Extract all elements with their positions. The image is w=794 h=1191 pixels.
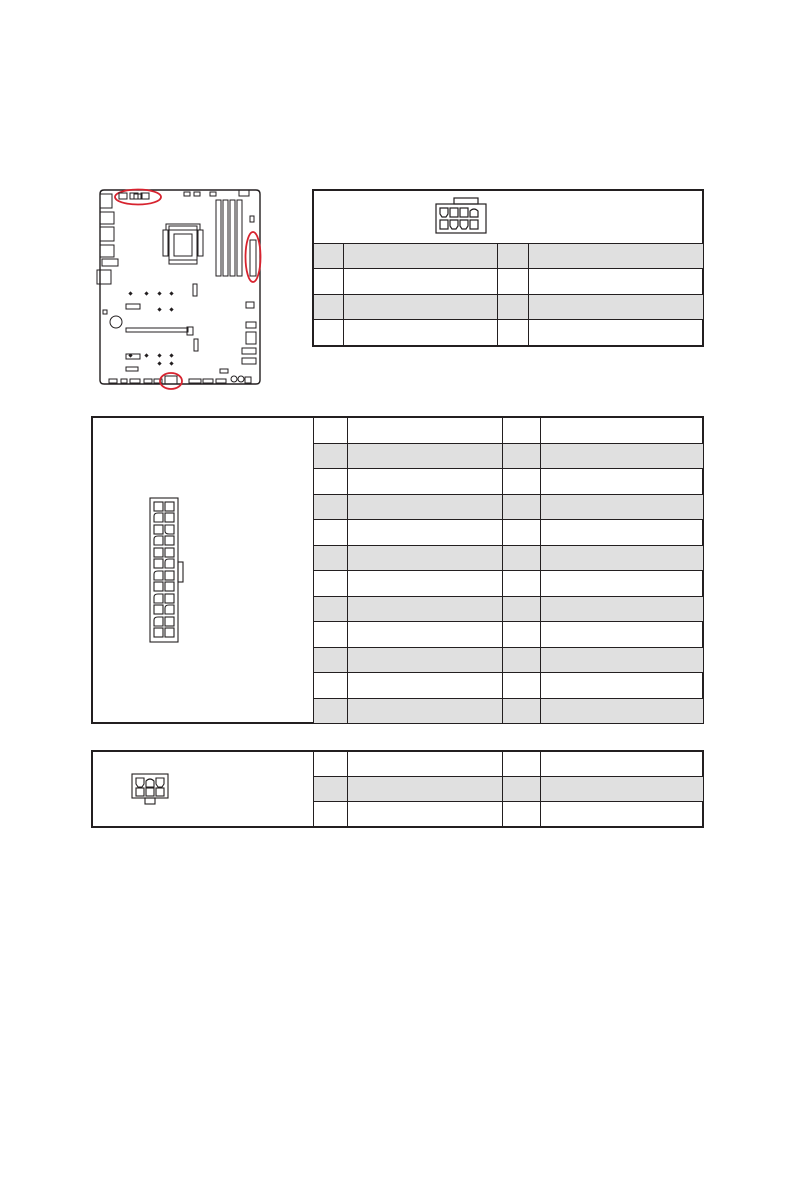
signal-name xyxy=(541,418,704,444)
table-row xyxy=(314,673,704,699)
table-row xyxy=(314,418,704,444)
signal-name xyxy=(348,802,503,828)
pin-number xyxy=(498,269,529,295)
pin-number xyxy=(314,546,348,571)
table-row xyxy=(314,571,704,597)
signal-name xyxy=(541,571,704,597)
table-row xyxy=(314,244,704,269)
table-row xyxy=(314,777,704,802)
signal-name xyxy=(529,320,704,346)
signal-name xyxy=(344,244,498,269)
table-row xyxy=(314,546,704,571)
table-row xyxy=(314,752,704,777)
signal-name xyxy=(348,546,503,571)
signal-name xyxy=(541,802,704,828)
motherboard-diagram xyxy=(94,182,266,394)
signal-name xyxy=(529,269,704,295)
pin-number xyxy=(314,520,348,546)
pin-number xyxy=(503,571,541,597)
signal-name xyxy=(541,777,704,802)
pin-number xyxy=(503,752,541,777)
pin-number xyxy=(503,418,541,444)
table-row xyxy=(314,269,704,295)
atx-power-pin-table xyxy=(313,417,704,724)
pin-number xyxy=(314,648,348,673)
pin-number xyxy=(503,597,541,622)
table-row xyxy=(314,295,704,320)
signal-name xyxy=(344,320,498,346)
6-pin-connector-icon xyxy=(130,772,170,808)
motherboard-layout-icon xyxy=(94,182,266,394)
signal-name xyxy=(348,699,503,724)
signal-name xyxy=(541,444,704,469)
table-row xyxy=(314,469,704,495)
pin-number xyxy=(314,571,348,597)
pin-number xyxy=(314,469,348,495)
signal-name xyxy=(348,752,503,777)
signal-name xyxy=(541,597,704,622)
signal-name xyxy=(529,244,704,269)
table-row xyxy=(314,622,704,648)
pin-number xyxy=(503,622,541,648)
signal-name xyxy=(348,648,503,673)
signal-name xyxy=(348,520,503,546)
signal-name xyxy=(541,673,704,699)
pin-number xyxy=(314,673,348,699)
table-row xyxy=(314,699,704,724)
pin-number xyxy=(503,802,541,828)
pin-number xyxy=(314,597,348,622)
table-row xyxy=(314,802,704,828)
signal-name xyxy=(541,520,704,546)
signal-name xyxy=(348,777,503,802)
pin-number xyxy=(503,444,541,469)
pin-number xyxy=(503,673,541,699)
signal-name xyxy=(541,752,704,777)
pin-number xyxy=(503,699,541,724)
pin-number xyxy=(503,520,541,546)
pin-number xyxy=(503,648,541,673)
table-row xyxy=(314,320,704,346)
table-row xyxy=(314,444,704,469)
signal-name xyxy=(529,295,704,320)
signal-name xyxy=(348,495,503,520)
table-row xyxy=(314,495,704,520)
pin-number xyxy=(498,244,529,269)
8-pin-connector-icon xyxy=(434,197,488,235)
signal-name xyxy=(348,673,503,699)
signal-name xyxy=(348,622,503,648)
signal-name xyxy=(348,571,503,597)
pin-number xyxy=(314,622,348,648)
table-row xyxy=(314,597,704,622)
pin-number xyxy=(314,802,348,828)
signal-name xyxy=(541,469,704,495)
pin-number xyxy=(314,295,344,320)
pin-number xyxy=(314,444,348,469)
signal-name xyxy=(348,418,503,444)
pin-number xyxy=(314,495,348,520)
pin-number xyxy=(314,699,348,724)
signal-name xyxy=(344,269,498,295)
pcie-power-pin-table xyxy=(313,751,704,828)
pin-number xyxy=(314,269,344,295)
signal-name xyxy=(348,597,503,622)
pin-number xyxy=(503,546,541,571)
pin-number xyxy=(503,469,541,495)
pin-number xyxy=(314,752,348,777)
pin-number xyxy=(498,295,529,320)
signal-name xyxy=(344,295,498,320)
signal-name xyxy=(541,495,704,520)
table-row xyxy=(314,520,704,546)
pin-number xyxy=(314,320,344,346)
cpu-power-pin-table xyxy=(313,243,704,346)
24-pin-connector-icon xyxy=(148,496,192,646)
signal-name xyxy=(541,699,704,724)
table-row xyxy=(314,648,704,673)
pin-number xyxy=(503,495,541,520)
signal-name xyxy=(541,648,704,673)
signal-name xyxy=(348,469,503,495)
signal-name xyxy=(348,444,503,469)
pin-number xyxy=(503,777,541,802)
pin-number xyxy=(314,244,344,269)
pin-number xyxy=(314,418,348,444)
signal-name xyxy=(541,546,704,571)
pin-number xyxy=(498,320,529,346)
signal-name xyxy=(541,622,704,648)
pin-number xyxy=(314,777,348,802)
